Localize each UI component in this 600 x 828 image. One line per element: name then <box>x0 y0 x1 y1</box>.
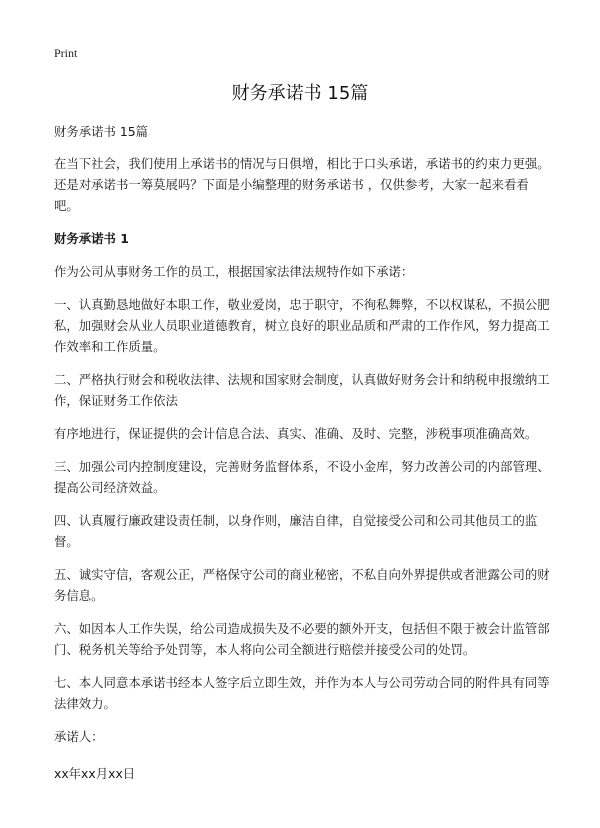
commitment-item-3: 三、加强公司内控制度建设，完善财务监督体系，不设小金库，努力改善公司的内部管理、提高公司经济效益。 <box>54 459 550 495</box>
lead-paragraph: 作为公司从事财务工作的员工，根据国家法律法规特作如下承诺： <box>54 264 414 279</box>
commitment-item-2: 二、严格执行财会和税收法律、法规和国家财会制度，认真做好财务会计和纳税申报缴纳工作，保证财务工作依法 <box>54 372 550 408</box>
document-subtitle: 财务承诺书 15篇 <box>54 124 149 139</box>
print-label: Print <box>54 46 78 60</box>
commitment-item-4: 四、认真履行廉政建设责任制，以身作则，廉洁自律，自觉接受公司和公司其他员工的监督。 <box>54 513 538 549</box>
commitment-item-2-continued: 有序地进行，保证提供的会计信息合法、真实、准确、及时、完整，涉税事项准确高效。 <box>54 426 538 441</box>
commitment-item-6: 六、如因本人工作失误，给公司造成损失及不必要的额外开支，包括但不限于被会计监管部门、税务机关等给予处罚等，本人将向公司全额进行赔偿并接受公司的处罚。 <box>54 621 550 657</box>
signer-label: 承诺人： <box>54 729 104 744</box>
commitment-item-7: 七、本人同意本承诺书经本人签字后立即生效，并作为本人与公司劳动合同的附件具有同等法律效力。 <box>54 675 550 711</box>
document-body <box>54 121 550 796</box>
commitment-item-1: 一、认真勤恳地做好本职工作，敬业爱岗，忠于职守，不徇私舞弊，不以权谋私，不损公肥私，加强财会从业人员职业道德教育，树立良好的职业品质和严肃的工作作风，努力提高工作效率和工作质量。 <box>54 297 550 354</box>
section-heading: 财务承诺书 1 <box>54 231 129 246</box>
commitment-item-5: 五、诚实守信，客观公正，严格保守公司的商业秘密，不私自向外界提供或者泄露公司的财务信息。 <box>54 567 550 603</box>
date-line: xx年xx月xx日 <box>54 766 136 781</box>
document-title: 财务承诺书 15篇 <box>231 83 369 104</box>
intro-paragraph: 在当下社会，我们使用上承诺书的情况与日俱增，相比于口头承诺，承诺书的约束力更强。还是对承诺书一筹莫展吗？下面是小编整理的财务承诺书 ，仅供参考，大家一起来看看吧。 <box>54 156 550 213</box>
